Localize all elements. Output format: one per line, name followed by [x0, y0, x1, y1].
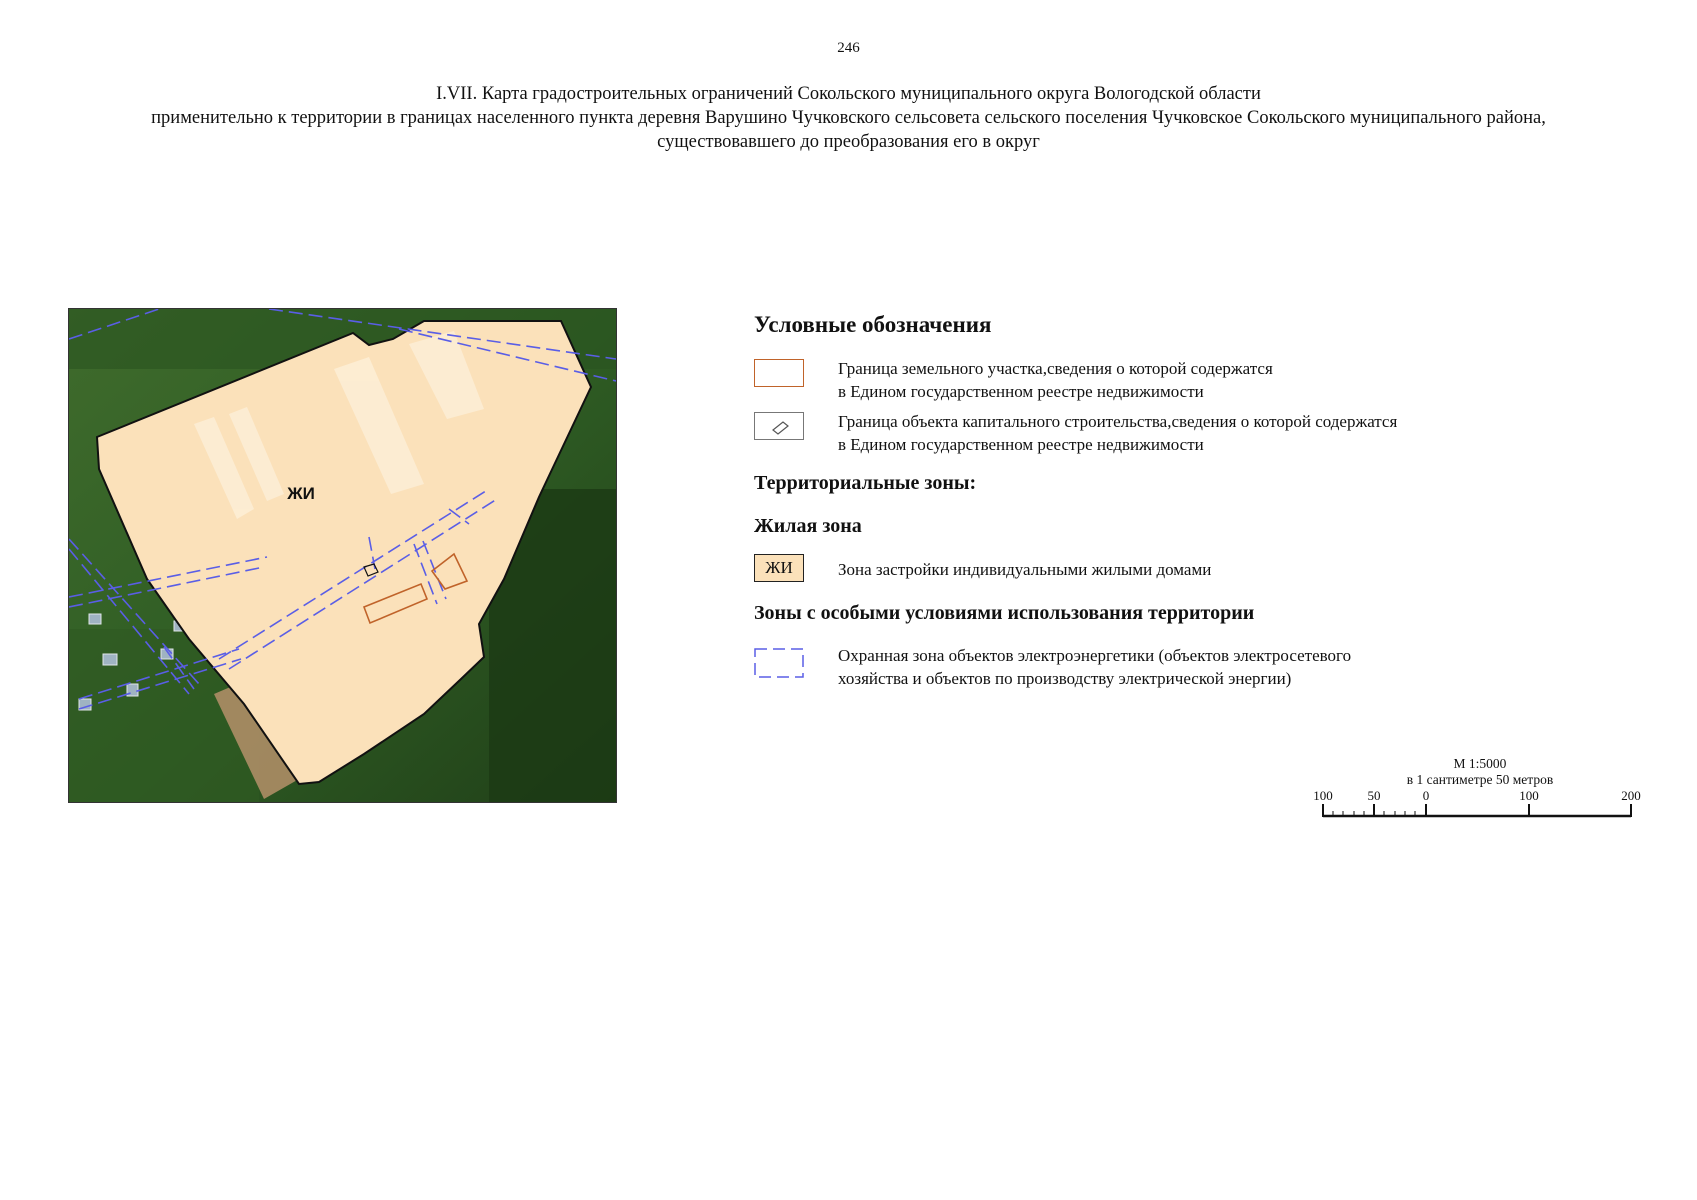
map-canvas — [69, 309, 616, 802]
house — [103, 654, 117, 665]
page-title — [60, 82, 1637, 154]
parcel-boundary-symbol — [754, 359, 804, 387]
residential-zone-heading: Жилая зона — [754, 515, 862, 537]
zone-label: ЖИ — [287, 484, 315, 503]
protection-zone-symbol — [754, 648, 804, 676]
legend-item-text: Зона застройки индивидуальными жилыми домами — [838, 560, 1212, 579]
map-view[interactable] — [68, 308, 617, 803]
scale-ruler — [1300, 788, 1660, 828]
scale-tick-label: 100 — [1519, 788, 1539, 803]
scale-bar — [1300, 756, 1660, 826]
scale-tick-label: 0 — [1422, 788, 1430, 803]
legend-item-text: Охранная зона объектов электроэнергетики (объектов электросетевого — [838, 646, 1352, 665]
title-line-1: I.VII. Карта градостроительных ограничений Сокольского муниципального округа Вологодской области — [436, 84, 1261, 104]
legend-title: Условные обозначения — [754, 312, 992, 337]
title-line-2: применительно к территории в границах населенного пункта деревня Варушино Чучковского сельсовета сельского поселения Чучковское Сокольского муниципального района, — [151, 108, 1546, 128]
territorial-zones-heading: Территориальные зоны: — [754, 472, 977, 494]
legend-item-text: Граница земельного участка,сведения о которой содержатся — [838, 359, 1273, 378]
house — [89, 614, 101, 624]
building-boundary-symbol — [754, 412, 804, 440]
special-conditions-heading: Зоны с особыми условиями использования территории — [754, 602, 1255, 624]
scale-description: в 1 сантиметре 50 метров — [1406, 772, 1554, 787]
scale-tick-label: 200 — [1621, 788, 1641, 803]
scale-tick-label: 50 — [1367, 788, 1381, 803]
dashed-boundary-icon — [754, 648, 804, 678]
scale-tick-label: 100 — [1313, 788, 1333, 803]
zone-code-badge: ЖИ — [754, 554, 804, 582]
legend-item-text: в Едином государственном реестре недвижимости — [838, 435, 1204, 454]
legend-item-text: Граница объекта капитального строительства,сведения о которой содержатся — [838, 412, 1398, 431]
title-line-3: существовавшего до преобразования его в округ — [657, 132, 1040, 152]
building-outline-icon — [755, 413, 805, 441]
page-number: 246 — [837, 40, 860, 56]
scale-ratio: М 1:5000 — [1453, 756, 1507, 771]
legend-item-text: хозяйства и объектов по производству электрической энергии) — [838, 669, 1292, 688]
legend-item-text: в Едином государственном реестре недвижимости — [838, 382, 1204, 401]
